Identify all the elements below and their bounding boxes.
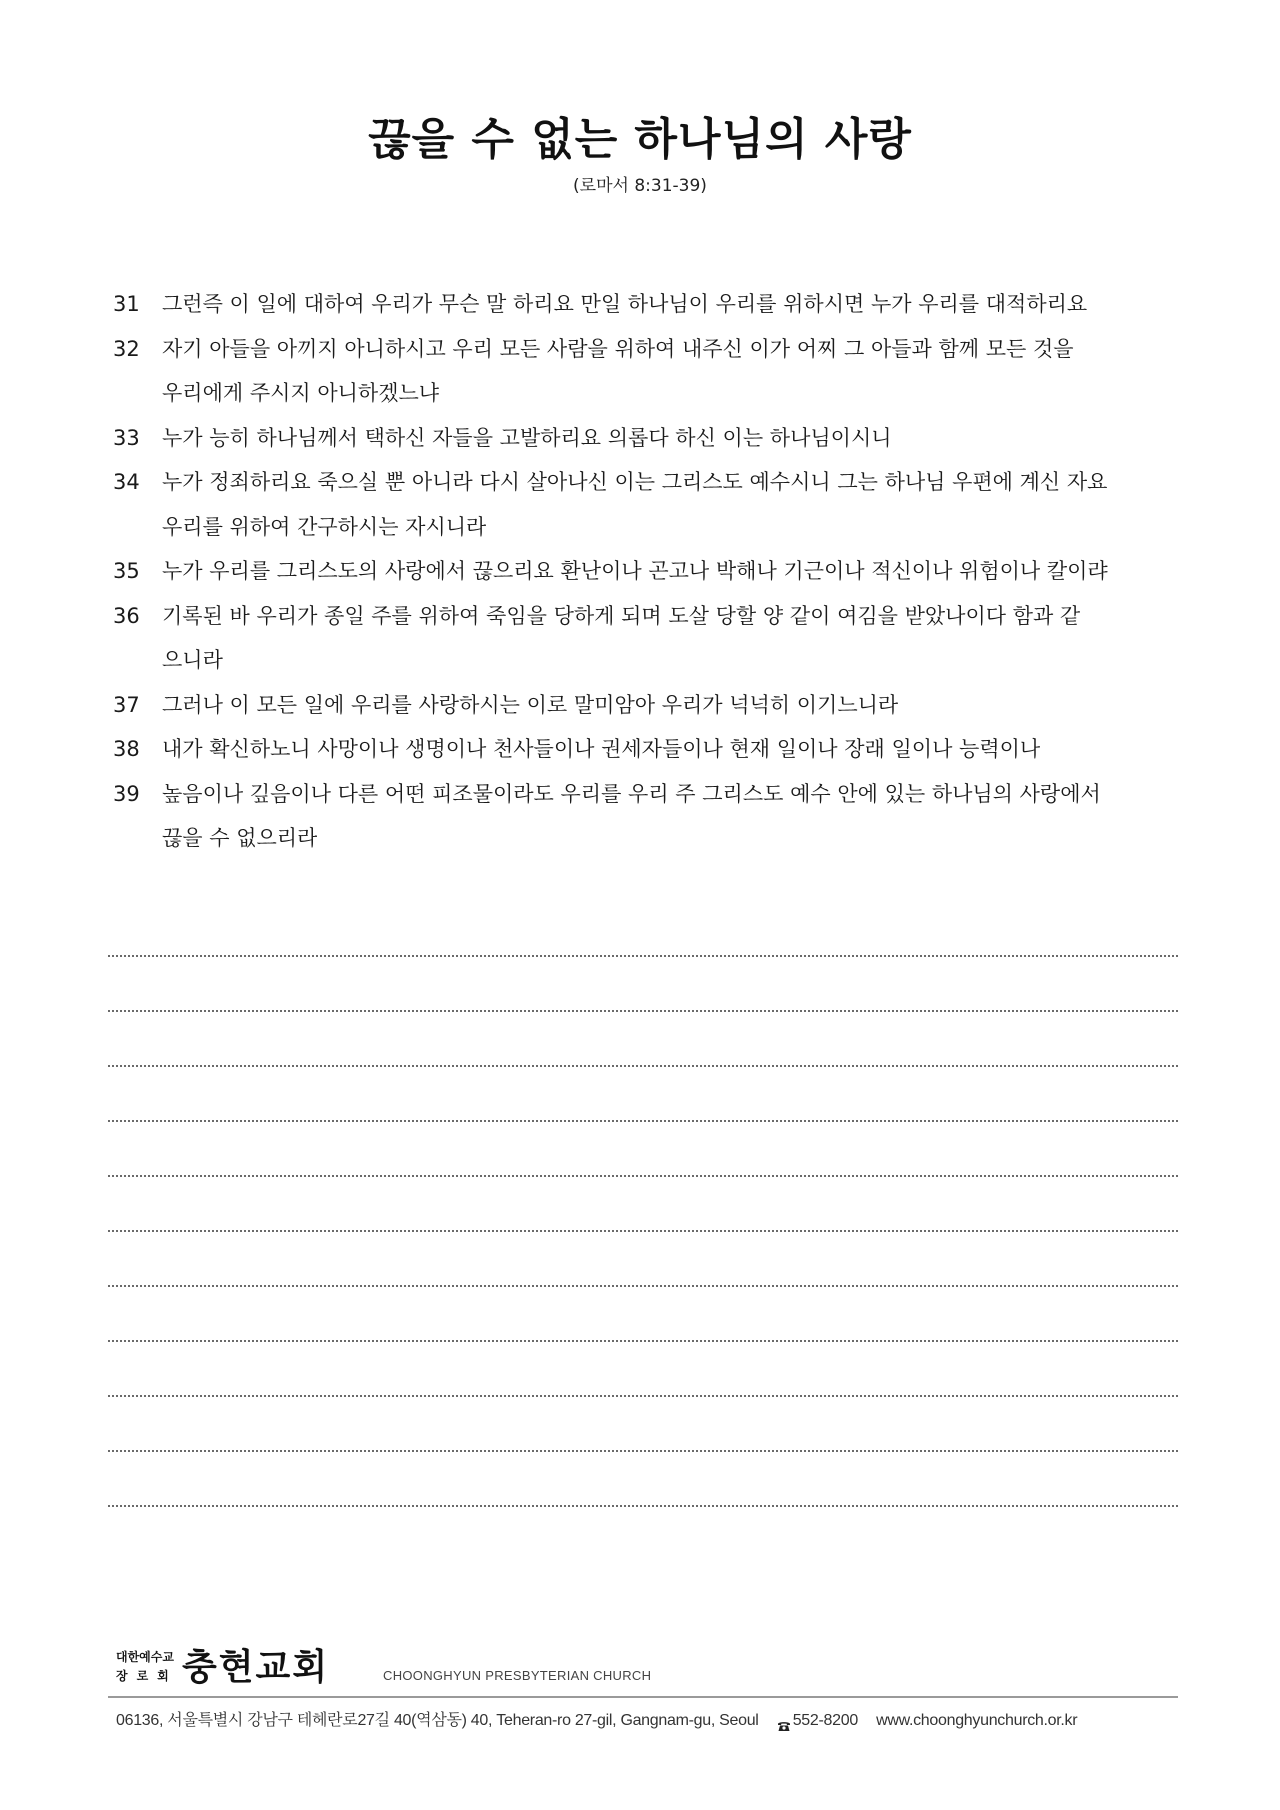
verse-31 [113,282,1213,327]
verse-number: 39 [113,781,140,806]
page-title: 끊을 수 없는 하나님의 사랑 [368,114,912,165]
writing-line [108,1287,1178,1342]
verse-text: 높음이나 깊음이나 다른 어떤 피조물이라도 우리를 우리 주 그리스도 예수 안에 있는 하나님의 사랑에서 [162,781,1101,806]
church-logo [116,1644,716,1692]
verse-39-continued [113,816,1213,861]
writing-line [108,1232,1178,1287]
writing-line [108,1177,1178,1232]
footer-contact [116,1708,1178,1734]
verse-text: 끊을 수 없으리라 [162,826,318,850]
verse-37 [113,683,1213,728]
verse-36 [113,594,1213,639]
writing-line [108,1397,1178,1452]
verse-list [113,282,1213,861]
verse-32 [113,327,1213,372]
writing-area [108,902,1178,1507]
verse-text: 누가 정죄하리요 죽으실 뿐 아니라 다시 살아나신 이는 그리스도 예수시니 그는 하나님 우편에 계신 자요 [162,470,1108,494]
writing-line [108,1342,1178,1397]
verse-text: 누가 우리를 그리스도의 사랑에서 끊으리요 환난이나 곤고나 박해나 기근이나 적신이나 위험이나 칼이랴 [162,559,1108,583]
logo-denomination-line1: 대한예수교 [116,1650,174,1664]
verse-number: 31 [113,292,140,316]
verse-number-blank [113,371,162,416]
verse-number: 34 [113,470,140,494]
verse-number: 33 [113,425,140,450]
verse-39 [113,772,1213,817]
phone-icon [777,1715,791,1727]
writing-line [108,1067,1178,1122]
verse-36-continued [113,638,1213,683]
verse-text: 그런즉 이 일에 대하여 우리가 무슨 말 하리요 만일 하나님이 우리를 위하시면 누가 우리를 대적하리요 [162,292,1088,316]
verse-text: 자기 아들을 아끼지 아니하시고 우리 모든 사람을 위하여 내주신 이가 어찌 그 아들과 함께 모든 것을 [162,336,1074,361]
address-text: 06136, 서울특별시 강남구 테헤란로27길 40(역삼동) 40, Teheran-ro 27-gil, Gangnam-gu, Seoul [116,1712,759,1730]
verse-33 [113,416,1213,461]
verse-number: 38 [113,737,140,761]
phone [777,1712,862,1729]
writing-line [108,1012,1178,1067]
verse-text: 누가 능히 하나님께서 택하신 자들을 고발하리요 의롭다 하신 이는 하나님이시니 [162,425,892,450]
logo-church-name: 충현교회 [182,1646,330,1688]
website-link[interactable]: www.choonghyunchurch.or.kr [876,1712,1078,1730]
scripture-reference: (로마서 8:31-39) [573,176,707,196]
verse-35 [113,549,1213,594]
verse-text: 우리를 위하여 간구하시는 자시니라 [162,514,487,539]
logo-denomination-line2: 장로회 [116,1669,178,1683]
verse-number-blank [113,638,162,683]
writing-line [108,957,1178,1012]
verse-32-continued [113,371,1213,416]
verse-34-continued [113,505,1213,550]
verse-number: 36 [113,603,140,628]
writing-line [108,1122,1178,1177]
verse-number: 32 [113,336,140,361]
verse-text: 기록된 바 우리가 종일 주를 위하여 죽임을 당하게 되며 도살 당할 양 같이 여김을 받았나이다 함과 같 [162,603,1081,628]
writing-line [108,902,1178,957]
logo-denomination [116,1648,180,1686]
footer-divider [108,1696,1178,1698]
phone-number: 552-8200 [792,1712,858,1729]
writing-line [108,1452,1178,1507]
verse-text: 내가 확신하노니 사망이나 생명이나 천사들이나 권세자들이나 현재 일이나 장래 일이나 능력이나 [162,737,1041,761]
verse-text: 그러나 이 모든 일에 우리를 사랑하시는 이로 말미암아 우리가 넉넉히 이기느니라 [162,692,899,717]
verse-number: 37 [113,692,140,717]
verse-number-blank [113,505,162,550]
verse-38 [113,727,1213,772]
verse-34 [113,460,1213,505]
church-name-english: CHOONGHYUN PRESBYTERIAN CHURCH [383,1668,652,1683]
verse-text: 으니라 [162,648,223,672]
verse-text: 우리에게 주시지 아니하겠느냐 [162,381,440,405]
verse-number-blank [113,816,162,861]
verse-number: 35 [113,559,140,583]
